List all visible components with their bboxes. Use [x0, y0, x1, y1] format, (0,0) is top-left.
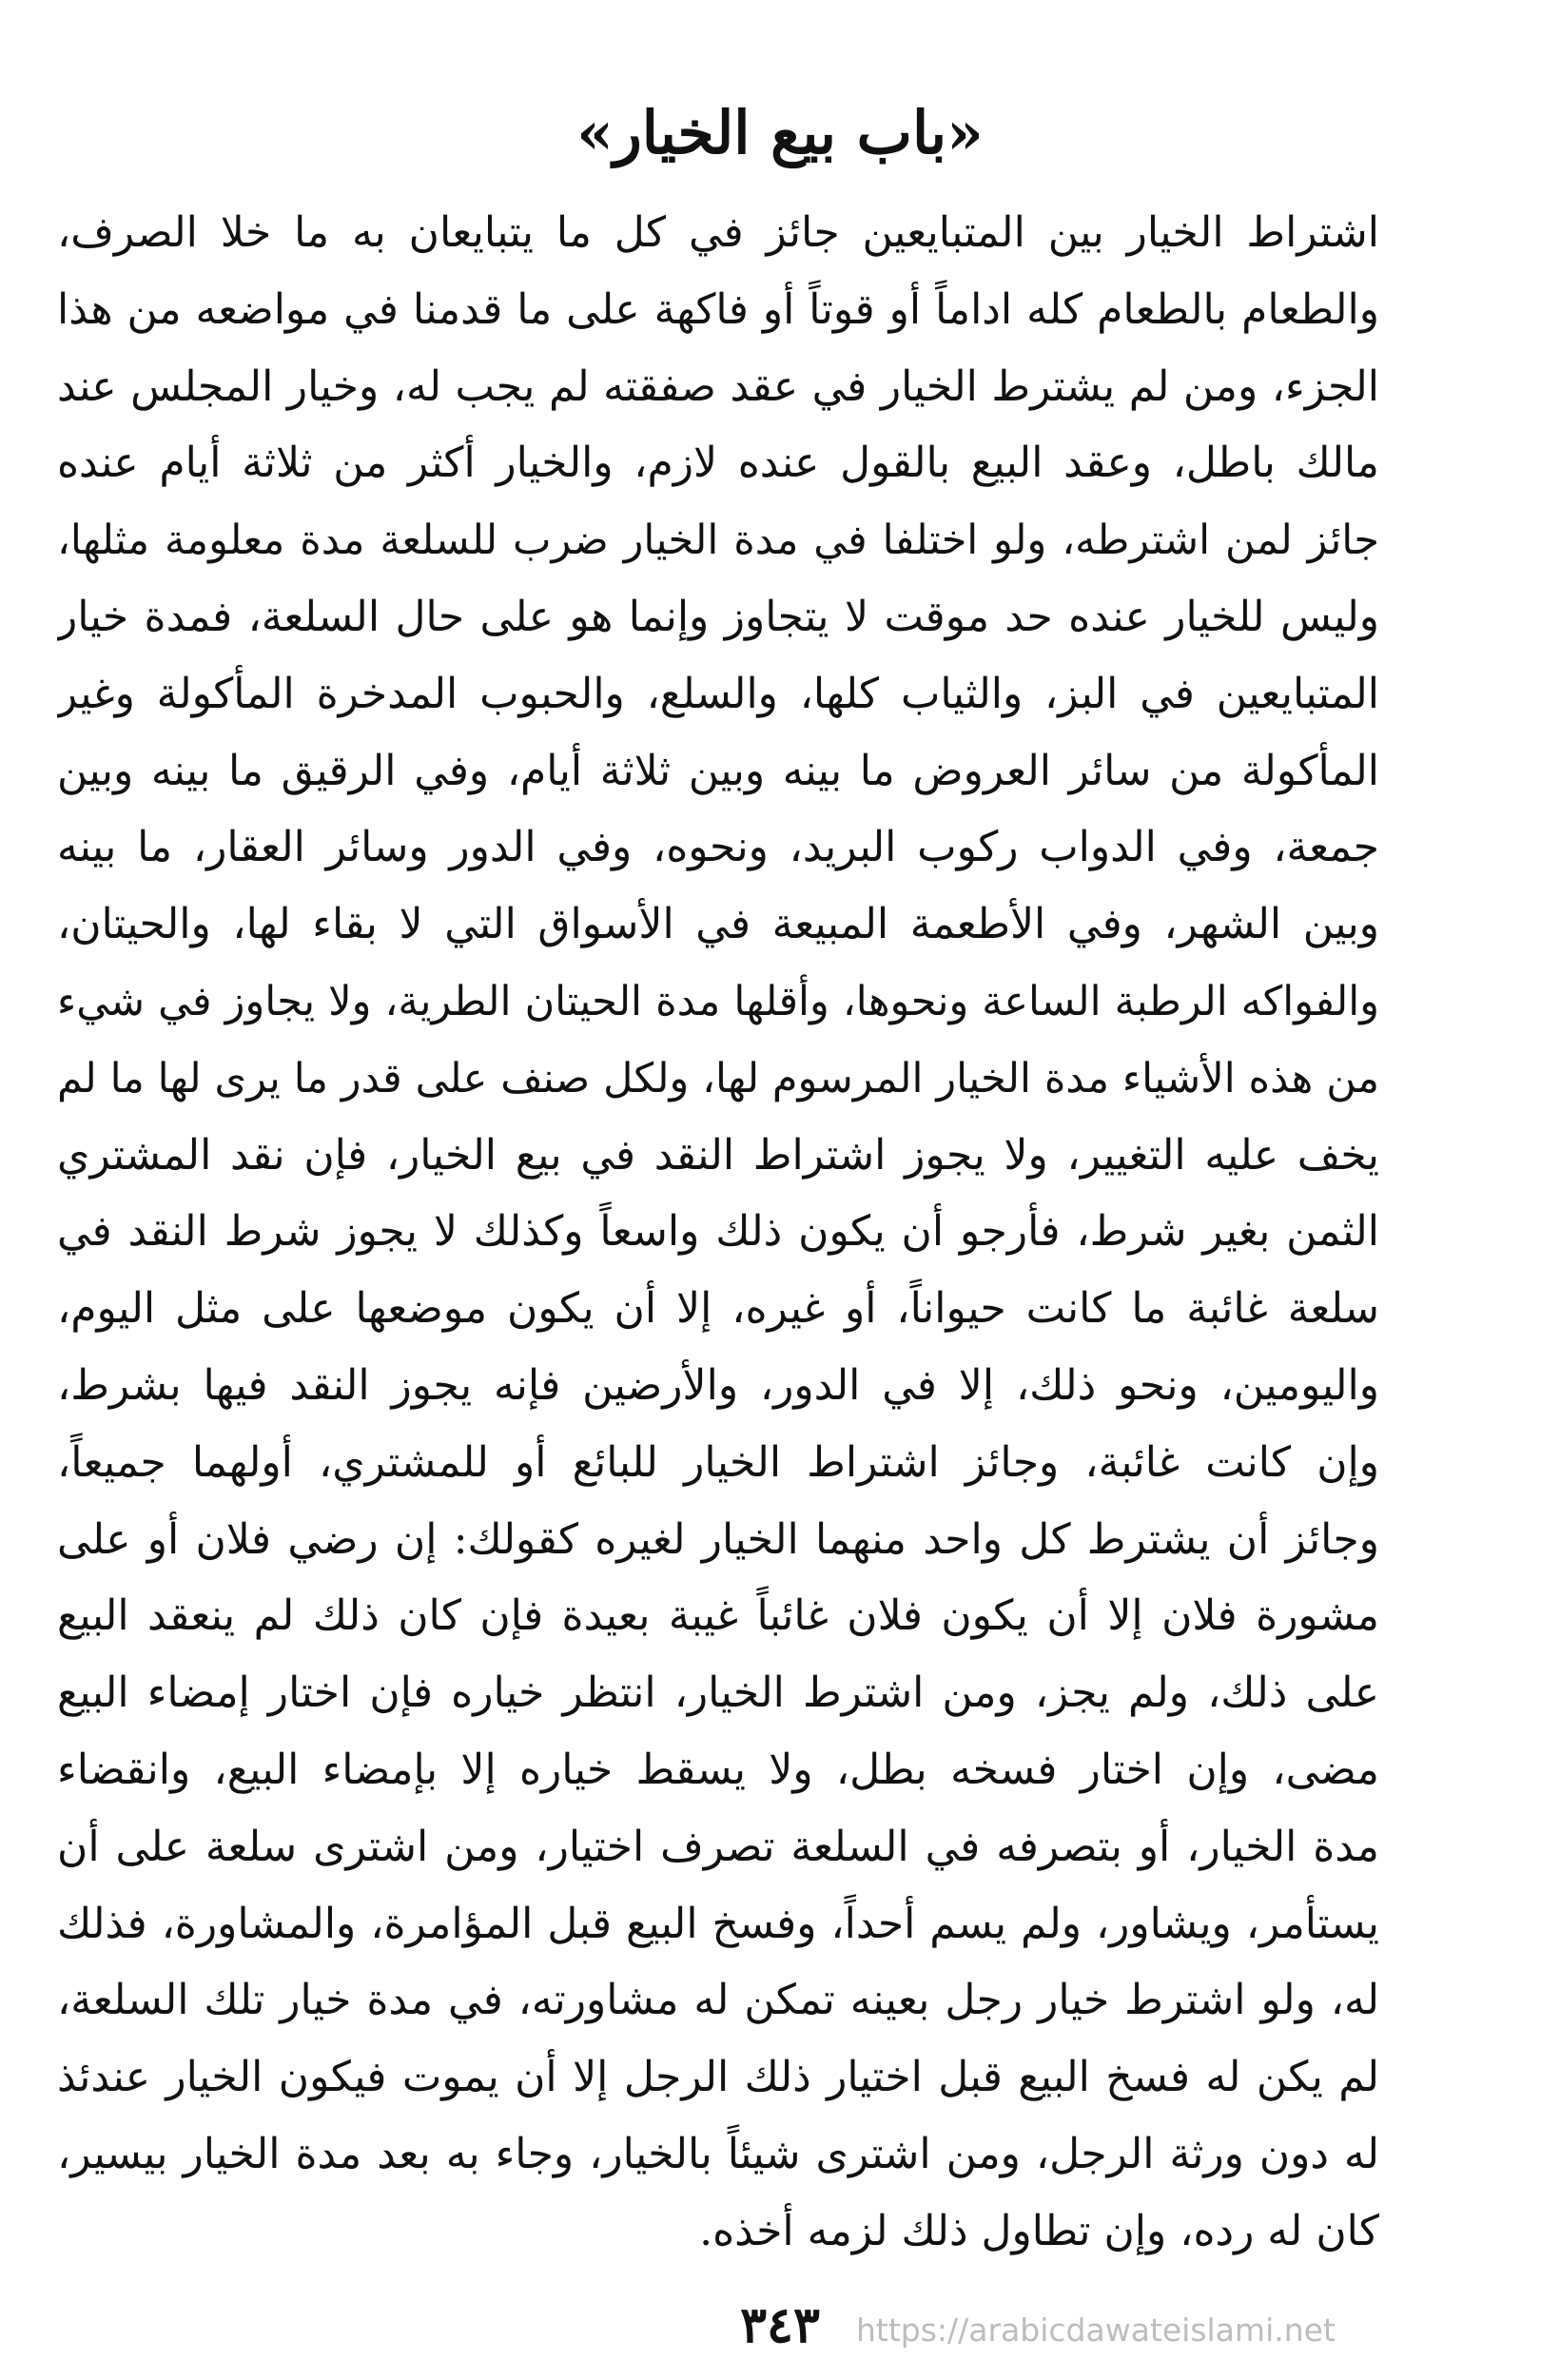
text-line: وليس للخيار عنده حد موقت لا يتجاوز وإنما هو على حال السلعة، فمدة خيار	[57, 592, 1379, 641]
text-line: جمعة، وفي الدواب ركوب البريد، ونحوه، وفي الدور وسائر العقار، ما بينه	[57, 823, 1379, 872]
text-line: وإن كانت غائبة، وجائز اشتراط الخيار للبائع أو للمشتري، أولهما جميعاً،	[57, 1437, 1379, 1487]
text-line: كان له رده، وإن تطاول ذلك لزمه أخذه.	[699, 2206, 1379, 2255]
text-line: والطعام بالطعام كله اداماً أو قوتاً أو فاكهة على ما قدمنا في مواضعه من هذا	[57, 284, 1379, 334]
text-line: سلعة غائبة ما كانت حيواناً، أو غيره، إلا أن يكون موضعها على مثل اليوم،	[57, 1284, 1379, 1334]
text-line: مضى، وإن اختار فسخه بطل، ولا يسقط خياره إلا بإمضاء البيع، وانقضاء	[57, 1745, 1379, 1794]
text-line: يخف عليه التغيير، ولا يجوز اشتراط النقد في بيع الخيار، فإن نقد المشتري	[57, 1130, 1379, 1180]
text-line: من هذه الأشياء مدة الخيار المرسوم لها، ولكل صنف على قدر ما يرى لها ما لم	[57, 1054, 1379, 1102]
text-line: الثمن بغير شرط، فأرجو أن يكون ذلك واسعاً وكذلك لا يجوز شرط النقد في	[57, 1207, 1379, 1257]
text-line: له دون ورثة الرجل، ومن اشترى شيئاً بالخيار، وجاء به بعد مدة الخيار بيسير،	[57, 2129, 1379, 2178]
text-line: المتبايعين في البز، والثياب كلها، والسلع، والحبوب المدخرة المأكولة وغير	[57, 669, 1379, 718]
text-line: على ذلك، ولم يجز، ومن اشترط الخيار، انتظر خياره فإن اختار إمضاء البيع	[57, 1668, 1379, 1718]
text-line: مشورة فلان إلا أن يكون فلان غائباً غيبة بعيدة فإن كان ذلك لم ينعقد البيع	[57, 1591, 1379, 1641]
text-line: وجائز أن يشترط كل واحد منهما الخيار لغيره كقولك: إن رضي فلان أو على	[57, 1514, 1379, 1564]
text-line: مدة الخيار، أو بتصرفه في السلعة تصرف اختيار، ومن اشترى سلعة على أن	[57, 1822, 1379, 1871]
text-line: الجزء، ومن لم يشترط الخيار في عقد صفقته لم يجب له، وخيار المجلس عند	[57, 361, 1379, 411]
text-line: يستأمر، ويشاور، ولم يسم أحداً، وفسخ البيع قبل المؤامرة، والمشاورة، فذلك	[57, 1899, 1379, 1948]
text-line: جائز لمن اشترطه، ولو اختلفا في مدة الخيار ضرب للسلعة مدة معلومة مثلها،	[57, 517, 1379, 565]
page-number: ٣٤٣	[740, 2296, 820, 2354]
text-line: واليومين، ونحو ذلك، إلا في الدور، والأرضين فإنه يجوز النقد فيها بشرط،	[57, 1360, 1379, 1410]
text-line: مالك باطل، وعقد البيع بالقول عنده لازم، والخيار أكثر من ثلاثة أيام عنده	[57, 439, 1379, 488]
chapter-title: «باب بيع الخيار»	[576, 98, 984, 167]
watermark-url: https://arabicdawateislami.net	[856, 2312, 1336, 2349]
text-line: لم يكن له فسخ البيع قبل اختيار ذلك الرجل إلا أن يموت فيكون الخيار عندئذ	[57, 2053, 1379, 2102]
body-text	[57, 195, 1379, 2271]
text-line: والفواكه الرطبة الساعة ونحوها، وأقلها مدة الحيتان الطرية، ولا يجاوز في شيء	[57, 977, 1379, 1025]
text-line: المأكولة من سائر العروض ما بينه وبين ثلاثة أيام، وفي الرقيق ما بينه وبين	[57, 746, 1379, 795]
text-line: له، ولو اشترط خيار رجل بعينه تمكن له مشاورته، في مدة خيار تلك السلعة،	[57, 1976, 1379, 2025]
text-line: اشتراط الخيار بين المتبايعين جائز في كل ما يتبايعان به ما خلا الصرف،	[57, 208, 1379, 257]
text-line: وبين الشهر، وفي الأطعمة المبيعة في الأسواق التي لا بقاء لها، والحيتان،	[57, 900, 1379, 949]
